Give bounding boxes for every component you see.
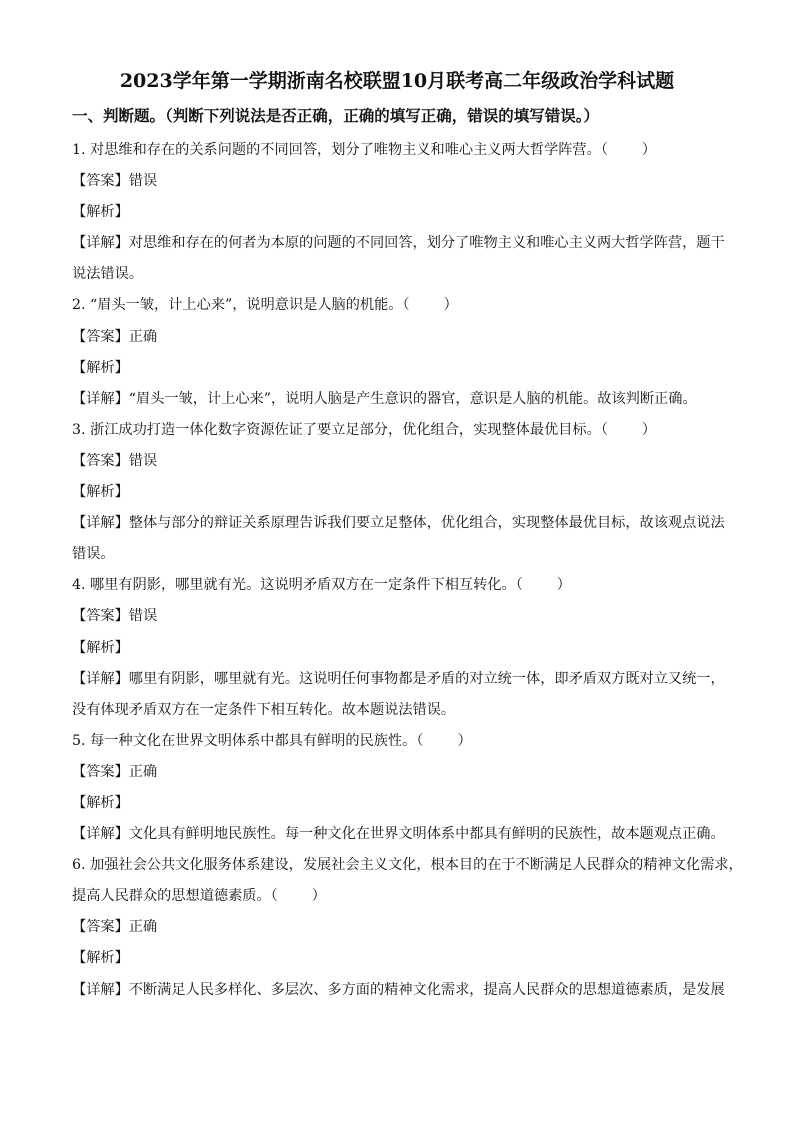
detail-label: 【详解】 (72, 515, 129, 532)
detail-label: 【详解】 (72, 670, 129, 687)
detail-text: 哪里有阴影，哪里就有光。这说明任何事物都是矛盾的对立统一体，即矛盾双方既对立又统一， (128, 670, 725, 687)
page-title: 2023学年第一学期浙南名校联盟10月联考高二年级政治学科试题 (119, 70, 675, 92)
analysis-label: 【解析】 (72, 359, 129, 376)
answer-value: 错误 (128, 452, 158, 469)
answer-value: 错误 (128, 608, 158, 625)
answer-line (72, 322, 722, 353)
question-text: 2. “眉头一皱，计上心来”，说明意识是人脑的机能。（ (72, 297, 410, 314)
question-paren-close: ） (556, 577, 571, 594)
analysis-line (72, 633, 722, 664)
analysis-line (72, 477, 722, 508)
question-paren-close: ） (443, 297, 458, 314)
section-heading: 一、判断题。（判断下列说法是否正确，正确的填写正确，错误的填写错误。） (72, 106, 600, 125)
detail-text: 整体与部分的辩证关系原理告诉我们要立足整体，优化组合，实现整体最优目标，故该观点说法 (128, 515, 725, 532)
detail-label: 【详解】 (72, 981, 129, 998)
detail-line (72, 819, 725, 850)
question-stem-continued (72, 881, 722, 912)
question-paren-close: ） (641, 142, 657, 158)
question-stem (72, 290, 722, 321)
detail-line-continued (72, 695, 722, 726)
question-paren-close: ） (311, 888, 326, 905)
question-text: 4. 哪里有阴影，哪里就有光。这说明矛盾双方在一定条件下相互转化。（ (72, 577, 523, 594)
question-text: 1. 对思维和存在的关系问题的不同回答，划分了唯物主义和唯心主义两大哲学阵营。（ (72, 142, 608, 158)
question-stem (72, 850, 743, 881)
detail-text: 对思维和存在的何者为本原的问题的不同回答，划分了唯物主义和唯心主义两大哲学阵营，题干 (128, 235, 725, 252)
analysis-line (72, 788, 722, 819)
analysis-line (72, 353, 722, 384)
answer-label: 【答案】 (72, 919, 129, 936)
answer-line (72, 601, 722, 632)
question-stem (72, 726, 722, 757)
analysis-line (72, 943, 722, 974)
question-stem (72, 415, 722, 446)
detail-text: 没有体现矛盾双方在一定条件下相互转化。故本题说法错误。 (72, 701, 456, 718)
question-text: 6. 加强社会公共文化服务体系建设，发展社会主义文化，根本目的在于不断满足人民群众的精神文化需求， (72, 857, 743, 874)
question-text: 提高人民群众的思想道德素质。（ (72, 888, 278, 905)
answer-label: 【答案】 (72, 763, 129, 780)
question-list (72, 135, 743, 1006)
question-text: 3. 浙江成功打造一体化数字资源佐证了要立足部分，优化组合，实现整体最优目标。（ (72, 421, 608, 438)
answer-line (72, 166, 722, 197)
answer-label: 【答案】 (72, 608, 129, 625)
answer-value: 正确 (128, 919, 158, 936)
detail-label: 【详解】 (72, 390, 129, 407)
detail-line (72, 975, 725, 1006)
detail-text: 文化具有鲜明地民族性。每一种文化在世界文明体系中都具有鲜明的民族性，故本题观点正确。 (128, 826, 725, 843)
answer-value: 正确 (128, 328, 158, 345)
analysis-label: 【解析】 (72, 639, 129, 656)
detail-line (72, 508, 725, 539)
answer-line (72, 446, 722, 477)
detail-label: 【详解】 (72, 235, 129, 252)
answer-line (72, 757, 722, 788)
detail-line (72, 664, 725, 695)
detail-line (72, 228, 725, 259)
detail-label: 【详解】 (72, 826, 129, 843)
detail-line-continued (72, 539, 722, 570)
detail-text: 错误。 (72, 546, 115, 563)
answer-line (72, 912, 722, 943)
answer-label: 【答案】 (72, 452, 129, 469)
answer-value: 错误 (128, 173, 158, 190)
detail-text: 说法错误。 (72, 266, 143, 283)
question-paren-close: ） (641, 421, 657, 438)
analysis-label: 【解析】 (72, 950, 129, 967)
answer-value: 正确 (128, 763, 158, 780)
answer-label: 【答案】 (72, 328, 129, 345)
question-paren-close: ） (457, 732, 472, 749)
detail-line (72, 384, 722, 415)
analysis-label: 【解析】 (72, 484, 129, 501)
question-stem (72, 135, 722, 166)
analysis-label: 【解析】 (72, 794, 129, 811)
detail-text: 不断满足人民多样化、多层次、多方面的精神文化需求，提高人民群众的思想道德素质，是发展 (128, 981, 725, 998)
answer-label: 【答案】 (72, 173, 129, 190)
detail-text: “眉头一皱，计上心来”，说明人脑是产生意识的器官，意识是人脑的机能。故该判断正确。 (128, 390, 697, 407)
detail-line-continued (72, 259, 722, 290)
question-text: 5. 每一种文化在世界文明体系中都具有鲜明的民族性。（ (72, 732, 424, 749)
analysis-line (72, 197, 722, 228)
analysis-label: 【解析】 (72, 204, 129, 221)
question-stem (72, 570, 722, 601)
